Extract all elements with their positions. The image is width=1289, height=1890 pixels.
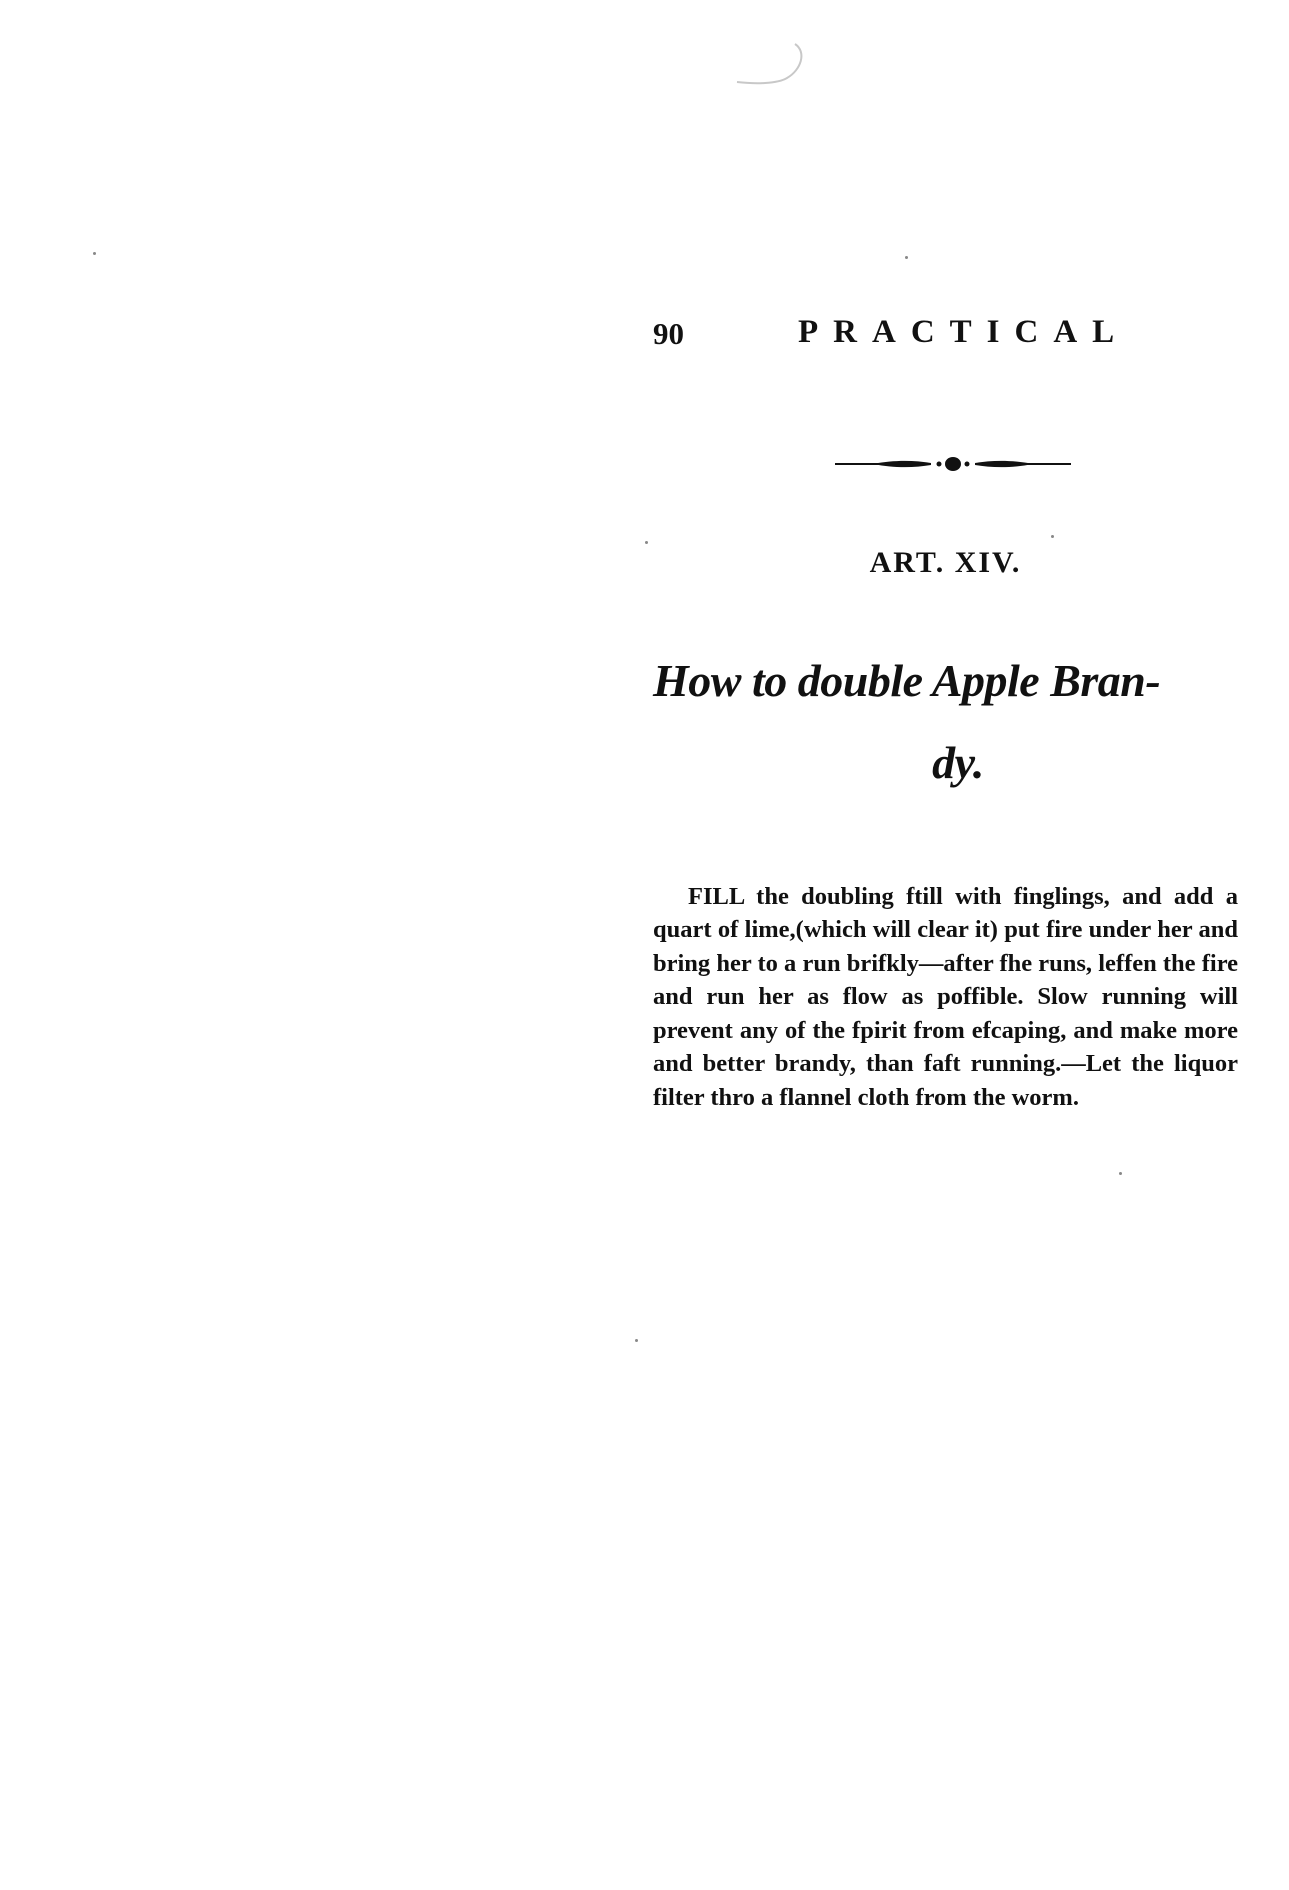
- article-title-line-1: How to double Apple Bran-: [653, 655, 1161, 706]
- paper-speck: [93, 252, 96, 255]
- paper-speck: [1119, 1172, 1122, 1175]
- paper-speck: [1051, 535, 1054, 538]
- ornament-rule-icon: [833, 452, 1073, 476]
- article-title: [653, 640, 1253, 804]
- article-number: ART. XIV.: [869, 546, 1022, 579]
- text-column: [653, 300, 1238, 1111]
- stray-pencil-mark: [735, 40, 810, 92]
- article-body: FILL the doubling ftill with finglings, and add a quart of lime,(which will clear it) put fire under her and bring her to a run brifkly—after fhe runs, leffen the fire and run her as flow as poffible. Slow running will prevent any of the fpirit from efcaping, and make more and better brandy, than faft running.—Let the liquor filter thro a flannel cloth from the worm.: [653, 882, 1238, 1111]
- paper-speck: [635, 1339, 638, 1342]
- running-head: [653, 300, 1238, 360]
- paper-speck: [645, 541, 648, 544]
- paper-speck: [905, 256, 908, 259]
- page-number: 90: [653, 316, 684, 351]
- running-head-title: PRACTICAL: [798, 314, 1130, 350]
- article-title-line-2: dy.: [932, 737, 984, 788]
